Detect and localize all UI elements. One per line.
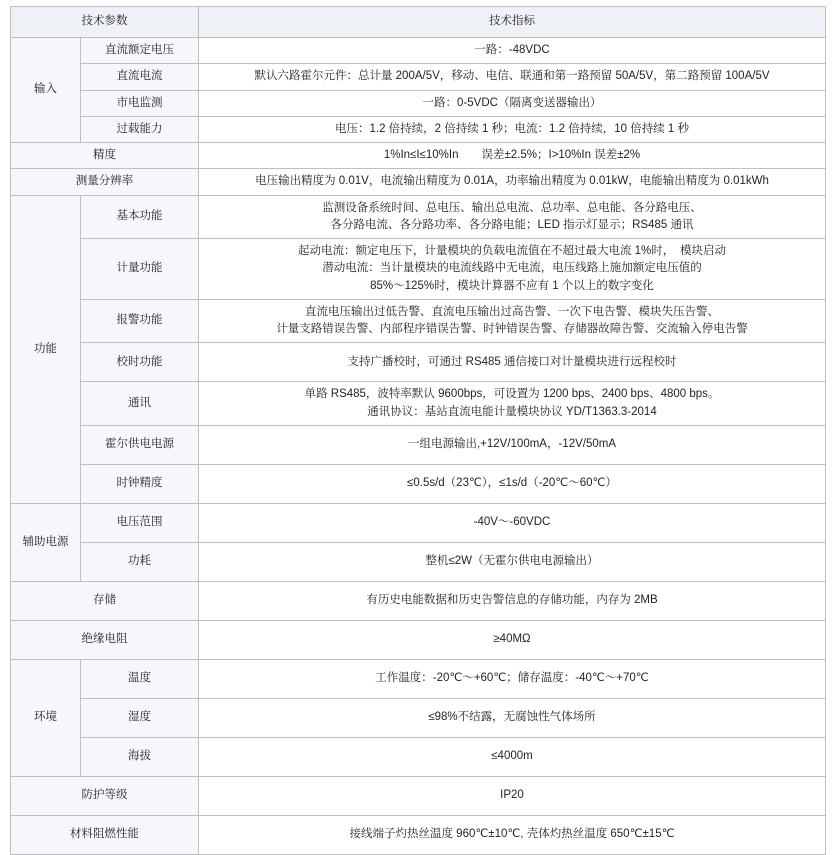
value-cell: ≥40MΩ — [199, 620, 826, 659]
table-row — [11, 143, 826, 169]
sub-label: 温度 — [81, 659, 199, 698]
table-body — [11, 7, 826, 855]
sub-label: 过载能力 — [81, 116, 199, 142]
sub-label: 直流电流 — [81, 64, 199, 90]
table-row — [11, 64, 826, 90]
group-label: 环境 — [11, 659, 81, 776]
value-line: 潜动电流：当计量模块的电流线路中无电流，电压线路上施加额定电压值的 — [322, 262, 702, 275]
table-row — [11, 38, 826, 64]
value-line: 各分路电流、各分路功率、各分路电能；LED 指示灯显示；RS485 通讯 — [330, 218, 694, 231]
value-cell — [199, 195, 826, 239]
table-row — [11, 815, 826, 854]
header-cell-indicator: 技术指标 — [199, 7, 826, 38]
value-cell — [199, 382, 826, 426]
table-row — [11, 90, 826, 116]
value-cell: 默认六路霍尔元件：总计量 200A/5V，移动、电信、联通和第一路预留 50A/5V，第二路预留 100A/5V — [199, 64, 826, 90]
value-cell: 一组电源输出,+12V/100mA，-12V/50mA — [199, 425, 826, 464]
value-cell: ≤4000m — [199, 737, 826, 776]
table-row — [11, 737, 826, 776]
table-row — [11, 239, 826, 300]
sub-label: 电压范围 — [81, 503, 199, 542]
table-row — [11, 659, 826, 698]
table-row — [11, 620, 826, 659]
value-cell: 电压输出精度为 0.01V，电流输出精度为 0.01A，功率输出精度为 0.01kW，电能输出精度为 0.01kWh — [199, 169, 826, 195]
value-line: 单路 RS485，波特率默认 9600bps，可设置为 1200 bps、2400 bps、4800 bps。 — [304, 388, 720, 401]
group-label: 材料阻燃性能 — [11, 815, 199, 854]
value-cell: 有历史电能数据和历史告警信息的存储功能，内存为 2MB — [199, 581, 826, 620]
value-line: 通讯协议：基站直流电能计量模块协议 YD/T1363.3-2014 — [367, 405, 657, 418]
spec-sheet — [0, 6, 836, 841]
value-cell: 一路：-48VDC — [199, 38, 826, 64]
group-label: 测量分辨率 — [11, 169, 199, 195]
sub-label: 海拔 — [81, 737, 199, 776]
value-cell: 工作温度：-20℃～+60℃；储存温度：-40℃～+70℃ — [199, 659, 826, 698]
specifications-table — [10, 6, 826, 855]
value-line: 监测设备系统时间、总电压、输出总电流、总功率、总电能、各分路电压、 — [322, 201, 702, 214]
value-cell: 整机≤2W（无霍尔供电电源输出） — [199, 542, 826, 581]
value-cell: 1%In≤I≤10%In 误差±2.5%；I>10%In 误差±2% — [199, 143, 826, 169]
table-row — [11, 169, 826, 195]
table-row — [11, 581, 826, 620]
value-line: 直流电压输出过低告警、直流电压输出过高告警、一次下电告警、模块失压告警、 — [305, 305, 719, 318]
group-label: 辅助电源 — [11, 503, 81, 581]
table-row — [11, 503, 826, 542]
header-cell-parameter: 技术参数 — [11, 7, 199, 38]
group-label: 绝缘电阻 — [11, 620, 199, 659]
value-cell: IP20 — [199, 776, 826, 815]
table-row — [11, 464, 826, 503]
value-cell: ≤0.5s/d（23℃），≤1s/d（-20℃～60℃） — [199, 464, 826, 503]
table-row — [11, 343, 826, 382]
sub-label: 直流额定电压 — [81, 38, 199, 64]
table-row — [11, 542, 826, 581]
value-cell: 电压：1.2 倍持续，2 倍持续 1 秒；电流：1.2 倍持续，10 倍持续 1 秒 — [199, 116, 826, 142]
value-cell: -40V～-60VDC — [199, 503, 826, 542]
sub-label: 时钟精度 — [81, 464, 199, 503]
group-label: 功能 — [11, 195, 81, 503]
sub-label: 校时功能 — [81, 343, 199, 382]
group-label: 精度 — [11, 143, 199, 169]
group-label: 输入 — [11, 38, 81, 143]
sub-label: 霍尔供电电源 — [81, 425, 199, 464]
table-row — [11, 116, 826, 142]
group-label: 存储 — [11, 581, 199, 620]
sub-label: 湿度 — [81, 698, 199, 737]
table-row — [11, 698, 826, 737]
value-cell: 支持广播校时，可通过 RS485 通信接口对计量模块进行远程校时 — [199, 343, 826, 382]
value-cell — [199, 299, 826, 343]
sub-label: 报警功能 — [81, 299, 199, 343]
value-line: 计量支路错误告警、内部程序错误告警、时钟错误告警、存储器故障告警、交流输入停电告警 — [276, 323, 748, 335]
value-cell — [199, 239, 826, 300]
value-line: 起动电流：额定电压下，计量模块的负载电流值在不超过最大电流 1%时， 模块启动 — [297, 245, 727, 257]
sub-label: 计量功能 — [81, 239, 199, 300]
table-header-row — [11, 7, 826, 38]
table-row — [11, 382, 826, 426]
table-row — [11, 776, 826, 815]
sub-label: 基本功能 — [81, 195, 199, 239]
value-cell: ≤98%不结露，无腐蚀性气体场所 — [199, 698, 826, 737]
value-line: 85%～125%时，模块计算器不应有 1 个以上的数字变化 — [370, 279, 654, 292]
group-label: 防护等级 — [11, 776, 199, 815]
value-cell: 一路：0-5VDC（隔离变送器输出） — [199, 90, 826, 116]
table-row — [11, 299, 826, 343]
table-row — [11, 195, 826, 239]
sub-label: 市电监测 — [81, 90, 199, 116]
value-cell: 接线端子灼热丝温度 960℃±10℃, 壳体灼热丝温度 650℃±15℃ — [199, 815, 826, 854]
sub-label: 通讯 — [81, 382, 199, 426]
table-row — [11, 425, 826, 464]
sub-label: 功耗 — [81, 542, 199, 581]
